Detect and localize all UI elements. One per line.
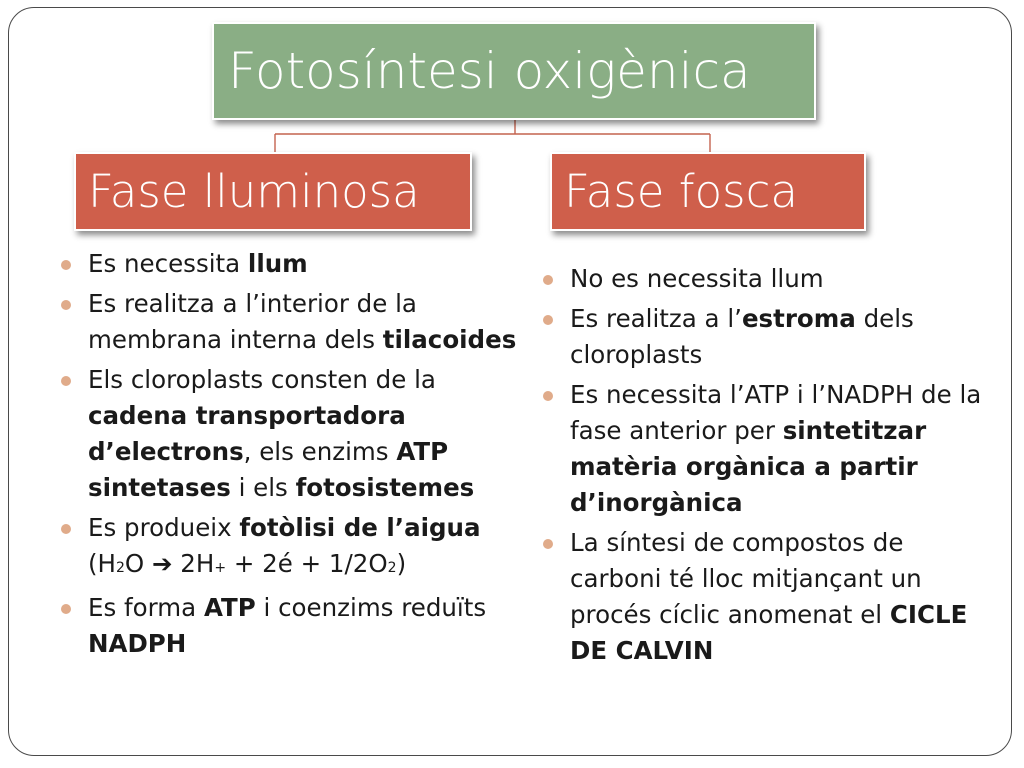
- bullet-text: i els: [230, 473, 296, 502]
- bullet-text: ): [396, 549, 407, 578]
- bullet-text: Es realitza a l’interior de la membrana interna dels: [88, 289, 417, 354]
- bold-text: sintetitzar matèria orgànica a partir d’inorgànica: [570, 416, 927, 517]
- bullet-item: [58, 362, 526, 506]
- bullet-item: [540, 377, 988, 521]
- bullet-text: La síntesi de compostos de carboni té lloc mitjançant un procés cíclic anomenat el: [570, 528, 922, 629]
- bullet-text: No es necessita llum: [570, 264, 824, 293]
- bullet-dot-icon: [61, 604, 71, 614]
- bullet-text: Es necessita l’ATP i l’NADPH de la fase anterior per: [570, 380, 982, 445]
- light-phase-bullet-list: [58, 246, 526, 666]
- bold-text: fotosistemes: [295, 473, 475, 502]
- bullet-text: +: [214, 560, 227, 576]
- bullet-text: + 2é + 1/2O: [226, 549, 388, 578]
- bold-text: CICLE DE CALVIN: [570, 600, 968, 665]
- bold-text: cadena transportadora d’electrons: [88, 401, 406, 466]
- bullet-text: Es forma: [88, 593, 204, 622]
- bullet-text: Els cloroplasts consten de la: [88, 365, 436, 394]
- bullet-dot-icon: [61, 524, 71, 534]
- bullet-text: Es realitza a l’: [570, 304, 742, 333]
- title-box: [212, 22, 816, 120]
- bullet-text: 2: [387, 560, 397, 576]
- bullet-dot-icon: [543, 391, 553, 401]
- bullet-text: , els enzims: [243, 437, 397, 466]
- bold-text: fotòlisi de l’aigua: [239, 513, 481, 542]
- bold-text: estroma: [741, 304, 856, 333]
- dark-phase-heading: Fase fosca: [564, 165, 798, 218]
- bullet-item: [540, 525, 988, 669]
- bold-text: tilacoides: [382, 325, 517, 354]
- bullet-dot-icon: [543, 315, 553, 325]
- bullet-dot-icon: [543, 539, 553, 549]
- slide-title: Fotosíntesi oxigènica: [228, 42, 751, 100]
- bullet-dot-icon: [61, 260, 71, 270]
- bullet-text: 2: [115, 560, 125, 576]
- light-phase-heading: Fase lluminosa: [88, 165, 420, 218]
- bullet-dot-icon: [61, 376, 71, 386]
- bullet-text: (H: [88, 549, 116, 578]
- bold-text: ATP: [203, 593, 256, 622]
- bullet-text: Es produeix: [88, 513, 240, 542]
- bullet-text: dels cloroplasts: [570, 304, 914, 369]
- bullet-dot-icon: [543, 275, 553, 285]
- bullet-item: [540, 301, 988, 373]
- bold-text: NADPH: [88, 629, 187, 658]
- bold-text: llum: [247, 249, 308, 278]
- bullet-item: [58, 510, 526, 586]
- dark-phase-bullet-list: [540, 261, 988, 673]
- bullet-text: Es necessita: [88, 249, 248, 278]
- light-phase-box: [74, 152, 472, 231]
- bullet-item: [58, 590, 526, 662]
- bullet-item: [58, 286, 526, 358]
- bullet-text: i coenzims reduïts: [255, 593, 487, 622]
- bold-text: ATP sintetases: [88, 437, 449, 502]
- dark-phase-box: [550, 152, 866, 231]
- bullet-item: [540, 261, 988, 297]
- bullet-text: O ➔ 2H: [124, 549, 215, 578]
- bullet-item: [58, 246, 526, 282]
- bullet-dot-icon: [61, 300, 71, 310]
